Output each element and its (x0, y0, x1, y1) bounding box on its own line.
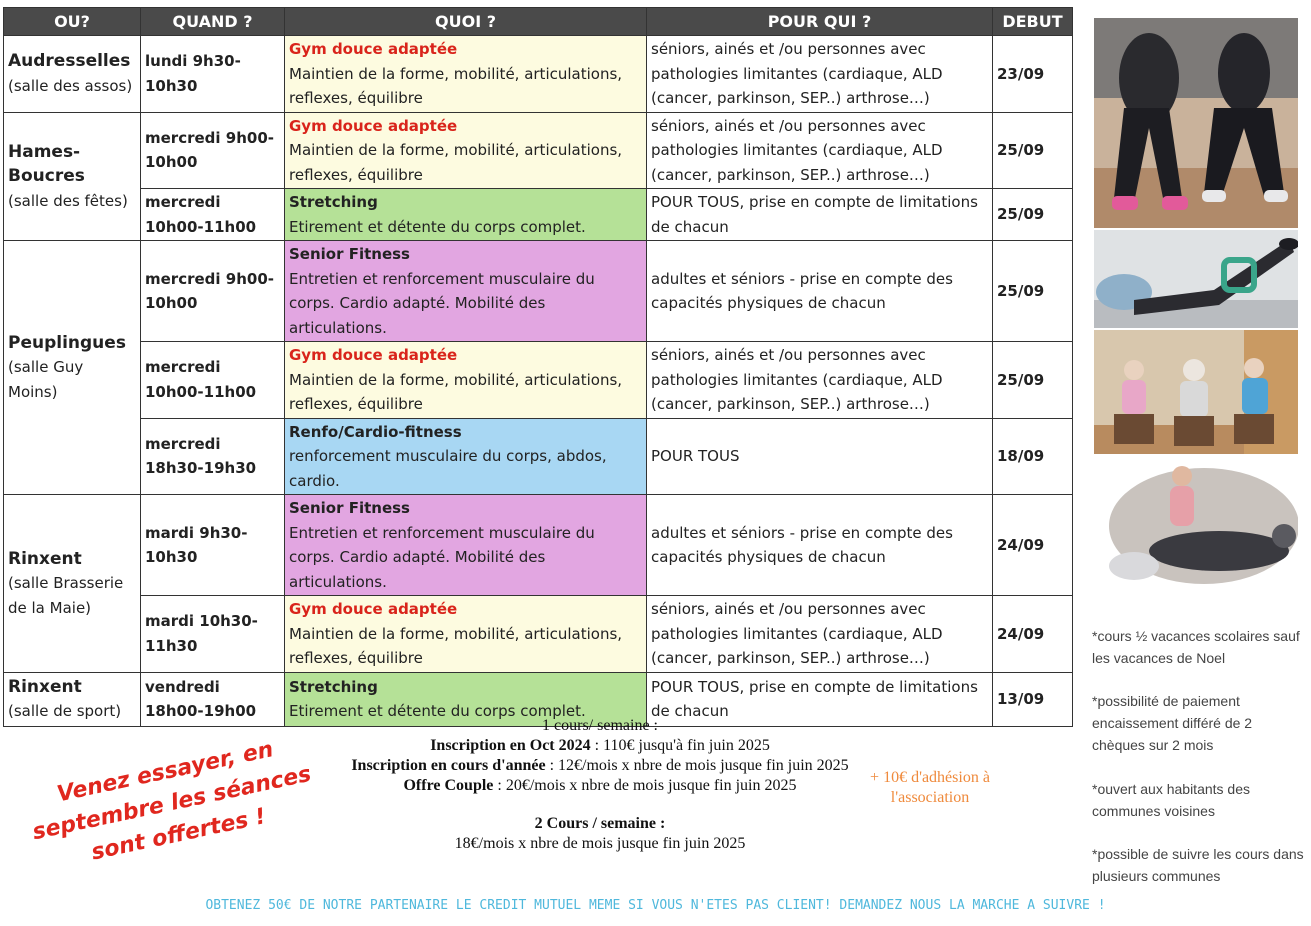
location-city: Rinxent (8, 548, 82, 569)
course-cell (285, 495, 647, 596)
header-start: DEBUT (993, 8, 1073, 36)
pricing-two-value: 18€/mois x nbre de mois jusque fin juin 2025 (454, 835, 746, 852)
course-desc: renforcement musculaire du corps, abdos, cardio. (289, 447, 607, 490)
location-cell (4, 36, 141, 113)
schedule-table (3, 7, 1073, 727)
header-when: QUAND ? (141, 8, 285, 36)
location-place: (salle des fêtes) (8, 191, 128, 210)
pricing-couple-label: Offre Couple (403, 777, 494, 794)
table-row (4, 36, 1073, 113)
course-desc: Maintien de la forme, mobilité, articulations, reflexes, équilibre (289, 64, 623, 107)
header-row (4, 8, 1073, 36)
course-title: Gym douce adaptée (289, 116, 458, 135)
start-date: 25/09 (993, 241, 1073, 342)
course-cell (285, 418, 647, 495)
pricing-couple (335, 776, 865, 796)
audience-cell: séniors, ainés et /ou personnes avec pathologies limitantes (cardiaque, ALD (cancer, parkinson, SEP..) arthrose…) (647, 596, 993, 673)
pricing-oct-label: Inscription en Oct 2024 (430, 737, 591, 754)
note-ouvert: *ouvert aux habitants des communes voisines (1092, 781, 1250, 819)
location-cell (4, 112, 141, 241)
pricing-oct (335, 736, 865, 756)
table-row (4, 495, 1073, 596)
photo-band-exercise (1094, 230, 1298, 328)
location-place: (salle des assos) (8, 76, 133, 95)
note-plusieurs-communes: *possible de suivre les cours dans plusieurs communes (1092, 846, 1304, 884)
course-title: Stretching (289, 193, 378, 211)
photo-squat (1094, 18, 1298, 228)
course-title: Renfo/Cardio-fitness (289, 422, 462, 441)
start-date: 25/09 (993, 342, 1073, 419)
table-row (4, 596, 1073, 673)
location-city: Peuplingues (8, 332, 126, 353)
time-cell: mercredi 18h30-19h30 (141, 418, 285, 495)
note-paiement: *possibilité de paiement encaissement différé de 2 chèques sur 2 mois (1092, 693, 1253, 753)
course-cell (285, 342, 647, 419)
table-row (4, 189, 1073, 241)
pricing-year (335, 756, 865, 776)
pricing-block (335, 716, 865, 854)
start-date: 23/09 (993, 36, 1073, 113)
course-desc: Entretien et renforcement musculaire du corps. Cardio adapté. Mobilité des articulations. (289, 523, 595, 591)
course-title: Gym douce adaptée (289, 40, 458, 58)
start-date: 13/09 (993, 672, 1073, 726)
location-place: (salle Brasserie de la Maie) (8, 574, 124, 617)
time-cell: mercredi 9h00-10h00 (141, 241, 285, 342)
course-cell (285, 189, 647, 241)
header-what: QUOI ? (285, 8, 647, 36)
photo-floor-exercise (1094, 456, 1298, 584)
location-city: Rinxent (8, 676, 82, 697)
location-cell (4, 241, 141, 495)
header-who: POUR QUI ? (647, 8, 993, 36)
course-desc: Maintien de la forme, mobilité, articulations, reflexes, équilibre (289, 141, 623, 184)
table-row (4, 112, 1073, 189)
pricing-oct-value: : 110€ jusqu'à fin juin 2025 (590, 737, 770, 754)
start-date: 18/09 (993, 418, 1073, 495)
photo-seated-seniors (1094, 330, 1298, 454)
audience-cell: séniors, ainés et /ou personnes avec pathologies limitantes (cardiaque, ALD (cancer, parkinson, SEP..) arthrose…) (647, 112, 993, 189)
start-date: 24/09 (993, 596, 1073, 673)
course-desc: Maintien de la forme, mobilité, articulations, reflexes, équilibre (289, 624, 623, 667)
time-cell: mercredi 10h00-11h00 (141, 189, 285, 241)
location-cell (4, 495, 141, 673)
pricing-couple-value: : 20€/mois x nbre de mois jusque fin juin 2025 (493, 777, 797, 794)
promo-text: Venez essayer, en septembre les séances sont offertes ! (30, 737, 314, 866)
audience-cell: adultes et séniors - prise en compte des capacités physiques de chacun (647, 241, 993, 342)
start-date: 25/09 (993, 189, 1073, 241)
course-desc: Maintien de la forme, mobilité, articulations, reflexes, équilibre (289, 370, 623, 413)
header-where: OU? (4, 8, 141, 36)
pricing-year-value: : 12€/mois x nbre de mois jusque fin juin 2025 (545, 757, 849, 774)
pricing-two-title: 2 Cours / semaine : (534, 815, 666, 832)
course-cell (285, 36, 647, 113)
audience-cell: POUR TOUS (647, 418, 993, 495)
audience-cell: adultes et séniors - prise en compte des capacités physiques de chacun (647, 495, 993, 596)
course-desc: Etirement et détente du corps complet. (289, 702, 586, 720)
audience-cell: POUR TOUS, prise en compte de limitations de chacun (647, 189, 993, 241)
course-desc: Entretien et renforcement musculaire du corps. Cardio adapté. Mobilité des articulations. (289, 269, 595, 337)
course-cell (285, 112, 647, 189)
table-row (4, 418, 1073, 495)
audience-cell: POUR TOUS, prise en compte de limitations de chacun (647, 672, 993, 726)
time-cell: mercredi 10h00-11h00 (141, 342, 285, 419)
table-row (4, 241, 1073, 342)
footer-banner: OBTENEZ 50€ DE NOTRE PARTENAIRE LE CREDIT MUTUEL MEME SI VOUS N'ETES PAS CLIENT! DEMANDEZ NOUS LA MARCHE A SUIVRE ! (205, 898, 1106, 913)
course-desc: Etirement et détente du corps complet. (289, 217, 586, 236)
course-cell (285, 241, 647, 342)
time-cell: lundi 9h30-10h30 (141, 36, 285, 113)
course-title: Stretching (289, 677, 378, 696)
audience-cell: séniors, ainés et /ou personnes avec pathologies limitantes (cardiaque, ALD (cancer, parkinson, SEP..) arthrose…) (647, 36, 993, 113)
start-date: 25/09 (993, 112, 1073, 189)
audience-cell: séniors, ainés et /ou personnes avec pathologies limitantes (cardiaque, ALD (cancer, parkinson, SEP..) arthrose…) (647, 342, 993, 419)
pricing-year-label: Inscription en cours d'année (351, 757, 546, 774)
start-date: 24/09 (993, 495, 1073, 596)
location-place: (salle de sport) (8, 702, 122, 720)
course-title: Senior Fitness (289, 245, 410, 263)
pricing-one-title: 1 cours/ semaine : (542, 717, 658, 734)
time-cell: mercredi 9h00-10h00 (141, 112, 285, 189)
location-place: (salle Guy Moins) (8, 358, 84, 401)
location-city: Hames-Boucres (8, 141, 85, 186)
course-cell (285, 596, 647, 673)
time-cell: mardi 10h30-11h30 (141, 596, 285, 673)
location-city: Audresselles (8, 51, 131, 72)
adhesion-fee: + 10€ d'adhésion à l'association (870, 769, 990, 806)
time-cell: mardi 9h30-10h30 (141, 495, 285, 596)
time-cell: vendredi 18h00-19h00 (141, 672, 285, 726)
course-title: Gym douce adaptée (289, 600, 458, 618)
note-vacances: *cours ½ vacances scolaires sauf les vacances de Noel (1092, 628, 1300, 666)
course-title: Gym douce adaptée (289, 346, 458, 364)
course-title: Senior Fitness (289, 499, 410, 517)
table-row (4, 342, 1073, 419)
location-cell (4, 672, 141, 726)
